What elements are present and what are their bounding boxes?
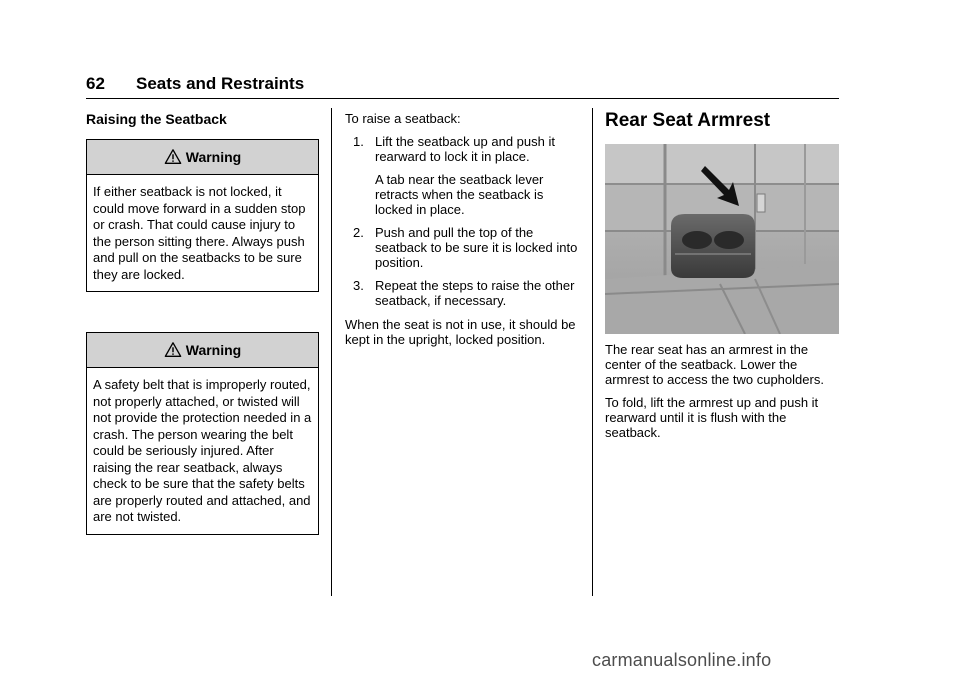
armrest-description: The rear seat has an armrest in the center of the seatback. Lower the armrest to access the two cupholders.: [605, 342, 824, 387]
section-title: Seats and Restraints: [136, 74, 305, 93]
warning-label: Warning: [185, 149, 242, 165]
step-item: [345, 225, 580, 270]
subsection-heading: Raising the Seatback: [86, 111, 227, 127]
warning-text: A safety belt that is improperly routed, not properly attached, or twisted will not provide the protection needed in a crash. The person wearing the belt could be seriously injured. After raising the rear seatback, always check to be sure that the safety belts are properly routed and attached, and are not twisted.: [93, 377, 312, 524]
step-number: 2.: [353, 225, 364, 240]
steps-intro: To raise a seatback:: [345, 111, 461, 126]
steps-list: [345, 134, 580, 308]
watermark: carmanualsonline.info: [592, 650, 772, 670]
column-divider: [592, 108, 593, 596]
warning-triangle-icon: [164, 148, 182, 166]
step-note: A tab near the seatback lever retracts when the seatback is locked in place.: [375, 172, 544, 217]
warning-label: Warning: [185, 342, 242, 358]
section-heading: Rear Seat Armrest: [605, 110, 771, 131]
step-number: 1.: [353, 134, 364, 149]
column-middle: [345, 108, 580, 355]
step-item: [345, 134, 580, 217]
column-right: [605, 108, 839, 448]
armrest-photo: [605, 144, 839, 334]
step-text: Push and pull the top of the seatback to be sure it is locked into position.: [375, 225, 578, 270]
warning-header: [87, 140, 318, 175]
armrest-fold-instructions: To fold, lift the armrest up and push it rearward until it is flush with the seatback.: [605, 395, 819, 440]
step-text: Lift the seatback up and push it rearward to lock it in place.: [375, 134, 555, 164]
warning-box: [86, 332, 319, 535]
warning-header: [87, 333, 318, 368]
warning-box: [86, 139, 319, 292]
step-text: Repeat the steps to raise the other seatback, if necessary.: [375, 278, 575, 308]
step-item: [345, 278, 580, 308]
column-divider: [331, 108, 332, 596]
page-header: [86, 71, 839, 99]
column-left: [86, 108, 319, 575]
warning-text: If either seatback is not locked, it could move forward in a sudden stop or crash. That could cause injury to the person sitting there. Always push and pull on the seatbacks to be sure they are locked.: [93, 184, 306, 282]
page-number: 62: [86, 74, 105, 93]
step-number: 3.: [353, 278, 364, 293]
closing-paragraph: When the seat is not in use, it should be kept in the upright, locked position.: [345, 317, 576, 347]
warning-triangle-icon: [164, 341, 182, 359]
